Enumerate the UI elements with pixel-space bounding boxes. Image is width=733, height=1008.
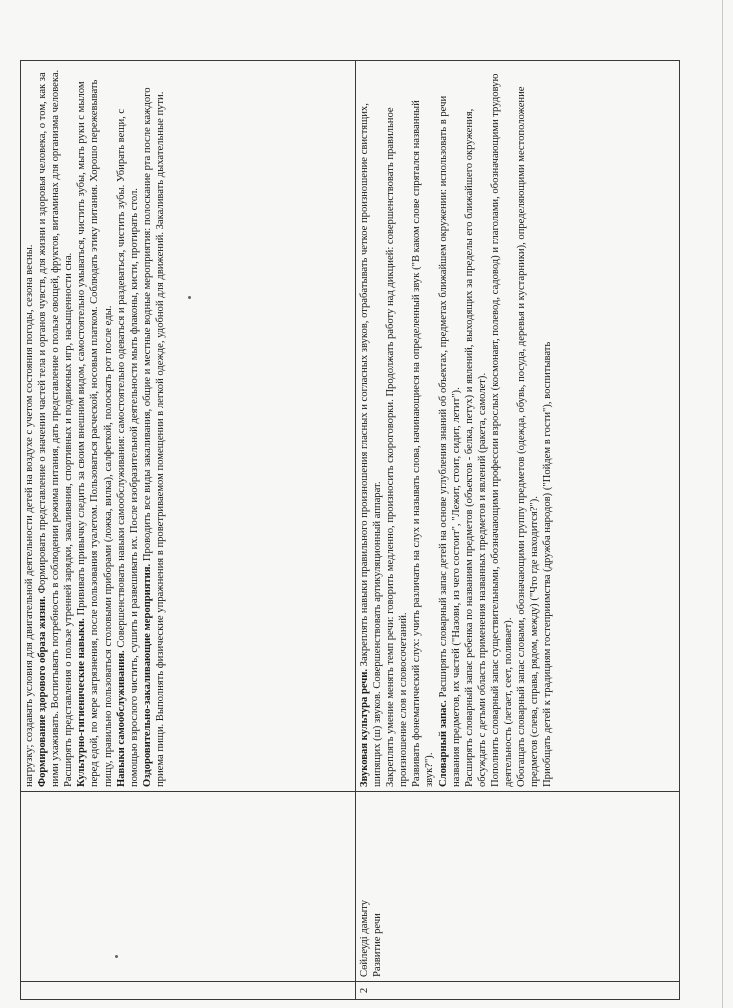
topic-heading: Звуковая культура речи.: [359, 668, 370, 787]
paragraph-text: Закреплять умение менять темп речи: говорить медленно, произносить скороговорки. Продолжать работу над дикцией: совершенствовать правильное произношение слов и словосочетаний.: [385, 107, 410, 787]
table-row: [356, 61, 680, 1000]
topic-heading: Навыки самообслуживания.: [115, 650, 127, 787]
section-name-cell: Сөйлеуді дамыту Развитие речи: [356, 792, 680, 982]
content-paragraph: [75, 65, 114, 787]
section-name-cell: [21, 792, 356, 982]
content-cell: [21, 61, 356, 792]
topic-heading: Культурно-гигиенические навыки.: [76, 618, 88, 787]
paragraph-text: Развивать фонематический слух: учить различать на слух и называть слова, начинающиеся на определенный звук ("В каком слове спрятался названный звук?").: [411, 100, 436, 787]
content-paragraph: [358, 65, 384, 787]
paragraph-text: Проводить все виды закаливания, общие и местные водные мероприятия: полоскание рта после каждого приема пищи. Выполнять физические упражнения в проветриваемом помещении в легкой одежде, удобной для движений. Закаливать дыхательные пути.: [141, 87, 166, 787]
paragraph-text: Пополнить словарный запас существительными, обозначающими профессии взрослых (космонавт, полевод, садовод) и глаголами, обозначающими трудовую деятельность (летает, сеет, поливает).: [489, 73, 515, 787]
paragraph-text: Прививать привычку следить за своим внешним видом, самостоятельно умываться, чистить зубы, мыть руки с мылом перед едой, по мере загрязнения, после пользования туалетом. Пользоваться расческой, носовым платком. Соблюдать этику питания. Хорошо пережевывать пищу, правильно пользоваться столовыми приборами (ложка, вилка), салфеткой, полоскать рот после еды.: [76, 79, 114, 787]
paragraph-text: Формировать представление о значении частей тела и органов чувств, для жизни и здоровья человека, о том, как за ними ухаживать. Воспитывать потребность в соблюдении режима питания, дать представление о пользе овощей, фруктов, витаминах для организма человека. Расширять представления о пользе утренней зарядки, закаливания, спортивных и подвижных игр, насыщенности сна.: [37, 69, 75, 787]
page-edge: [722, 0, 723, 1008]
paragraph-text: Обогащать словарный запас словами, обозначающими группу предметов (одежда, обувь, посуда, деревья и кустарники), определяющими местоположение предметов (слева, справа, рядом, между) ("Что где находится?").: [516, 86, 541, 787]
content-paragraph: [489, 65, 515, 787]
content-paragraph: [437, 65, 463, 787]
content-cell: [356, 61, 680, 792]
topic-heading: Оздоровительно-закаливающие мероприятия.: [141, 563, 153, 787]
content-paragraph: [410, 65, 436, 787]
row-number-cell: 2: [356, 982, 680, 1000]
rotated-page-content: [20, 60, 675, 1000]
content-paragraph: [515, 65, 541, 787]
paragraph-text: нагрузку; создавать условия для двигательной деятельности детей на воздухе с учетом состояния погоды, сезона весны.: [24, 244, 35, 787]
paragraph-text: Закреплять навыки правильного произношения гласных и согласных звуков, отрабатывать четкое произношение свистящих, шипящих (ш) звуков. Совершенствовать артикуляционный аппарат.: [359, 103, 384, 787]
content-paragraph: [36, 65, 75, 787]
content-paragraph: [141, 65, 167, 787]
curriculum-table: [20, 60, 680, 1000]
content-paragraph: [384, 65, 410, 787]
paragraph-text: Расширять словарный запас детей на основе углубления знаний об объектах, предметах ближайшем окружении: использовать в речи названия предметов, их частей ("Назови, из чего состоит", "Лежит, стоит, сидит, летит").: [437, 95, 462, 787]
paragraph-text: Совершенствовать навыки самообслуживания: самостоятельно одеваться и раздеваться, чистить зубы. Убирать вещи, с помощью взрослого чистить, сушить и развешивать их. После изобразительной деятельности мыть флаконы, кисти, протирать стол.: [115, 108, 140, 787]
paragraph-text: Расширять словарный запас ребенка по названиям предметов (объектов - белка, петух) и явлений, выходящих за пределы его ближайшего окружения, обсуждать с детьми область применения названных предметов и явлений (ракета, самолет).: [463, 108, 488, 787]
content-paragraph: [23, 65, 36, 787]
table-row: [21, 61, 356, 1000]
paragraph-text: Приобщать детей к традициям гостеприимства (дружба народов) ("Пойдем в гости"), воспитывать: [542, 341, 554, 787]
topic-heading: Словарный запас.: [437, 700, 449, 787]
row-number-cell: [21, 982, 356, 1000]
content-paragraph: [463, 65, 489, 787]
content-paragraph: [115, 65, 141, 787]
topic-heading: Формирование здорового образа жизни.: [37, 596, 49, 787]
content-paragraph: [541, 65, 554, 787]
